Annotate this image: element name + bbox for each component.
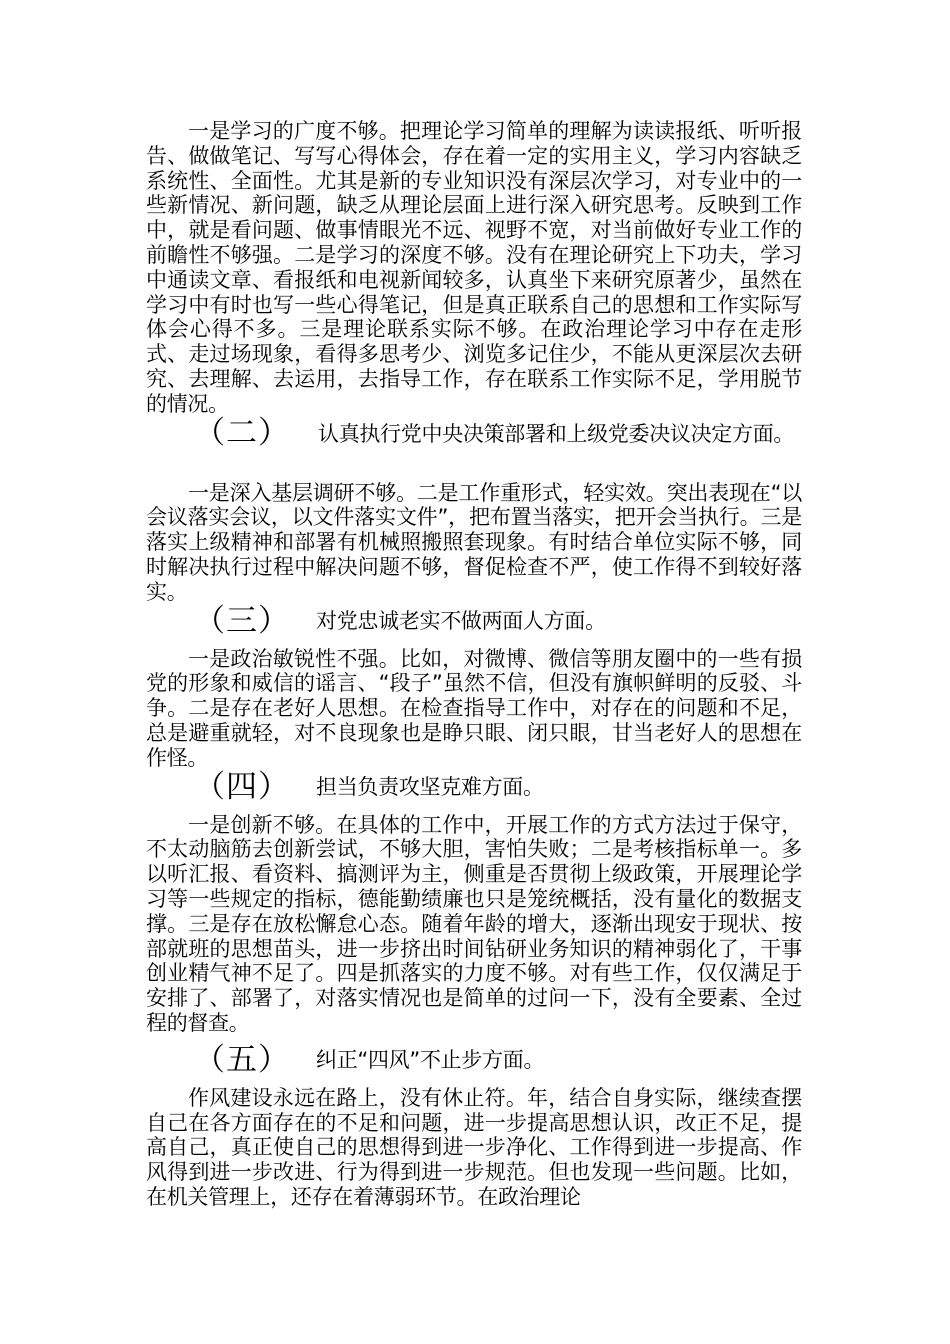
section-heading-4 [146, 768, 802, 813]
section-number: （四） [194, 768, 290, 805]
section-heading-5 [146, 1041, 802, 1086]
paragraph-responsibility: 一是创新不够。在具体的工作中，开展工作的方式方法过于保守，不太动脑筋去创新尝试，不够大胆，害怕失败；二是考核指标单一。多以听汇报、看资料、搞测评为主，侧重是否贯彻上级政策，开展理论学习等一些规定的指标，德能勤绩廉也只是笼统概括，没有量化的数据支撑。三是存在放松懈怠心态。随着年龄的增大，逐渐出现安于现状、按部就班的思想苗头，进一步挤出时间钻研业务知识的精神弱化了，干事创业精气神不足了。四是抓落实的力度不够。对有些工作，仅仅满足于安排了、部署了，对落实情况也是简单的过问一下，没有全要素、全过程的督查。 [146, 812, 802, 1035]
section-title [318, 419, 808, 449]
section-heading-2 [146, 414, 802, 481]
paragraph-execution: 一是深入基层调研不够。二是工作重形式，轻实效。突出表现在“以会议落实会议，以文件落实文件”，把布置当落实，把开会当执行。三是落实上级精神和部署有机械照搬照套现象。有时结合单位实际不够，同时解决执行过程中解决问题不够，督促检查不严，使工作得不到较好落实。 [146, 480, 802, 604]
section-number: （二） [194, 414, 290, 451]
section-title: 纠正“四风”不止步方面。 [316, 1047, 545, 1072]
paragraph-four-winds: 作风建设永远在路上，没有休止符。年，结合自身实际，继续查摆自己在各方面存在的不足和问题，进一步提高思想认识，改正不足，提高自己，真正使自己的思想得到进一步净化、工作得到进一步提高、作风得到进一步改进、行为得到进一步规范。但也发现一些问题。比如，在机关管理上，还存在着薄弱环节。在政治理论 [146, 1085, 802, 1209]
section-title-text: 认真执行党中央决策部署和上级党委决议决定方面。 [318, 421, 795, 446]
section-title: 担当负责攻坚克难方面。 [316, 774, 544, 799]
document-page [146, 119, 802, 1210]
section-number: （五） [194, 1041, 290, 1078]
paragraph-loyalty: 一是政治敏锐性不强。比如，对微博、微信等朋友圈中的一些有损党的形象和威信的谣言、“段子”虽然不信，但没有旗帜鲜明的反驳、斗争。二是存在老好人思想。在检查指导工作中，对存在的问题和不足，总是避重就轻，对不良现象也是睁只眼、闭只眼，甘当老好人的思想在作怪。 [146, 646, 802, 770]
paragraph-study: 一是学习的广度不够。把理论学习简单的理解为读读报纸、听听报告、做做笔记、写写心得体会，存在着一定的实用主义，学习内容缺乏系统性、全面性。尤其是新的专业知识没有深层次学习，对专业中的一些新情况、新问题，缺乏从理论层面上进行深入研究思考。反映到工作中，就是看问题、做事情眼光不远、视野不宽，对当前做好专业工作的前瞻性不够强。二是学习的深度不够。没有在理论研究上下功夫，学习中通读文章、看报纸和电视新闻较多，认真坐下来研究原著少，虽然在学习中有时也写一些心得笔记，但是真正联系自己的思想和工作实际写体会心得不多。三是理论联系实际不够。在政治理论学习中存在走形式、走过场现象，看得多思考少、浏览多记住少，不能从更深层次去研究、去理解、去运用，去指导工作，存在联系工作实际不足，学用脱节的情况。 [146, 119, 802, 416]
section-heading-3 [146, 602, 802, 647]
section-title: 对党忠诚老实不做两面人方面。 [316, 608, 606, 633]
section-number: （三） [194, 602, 290, 639]
